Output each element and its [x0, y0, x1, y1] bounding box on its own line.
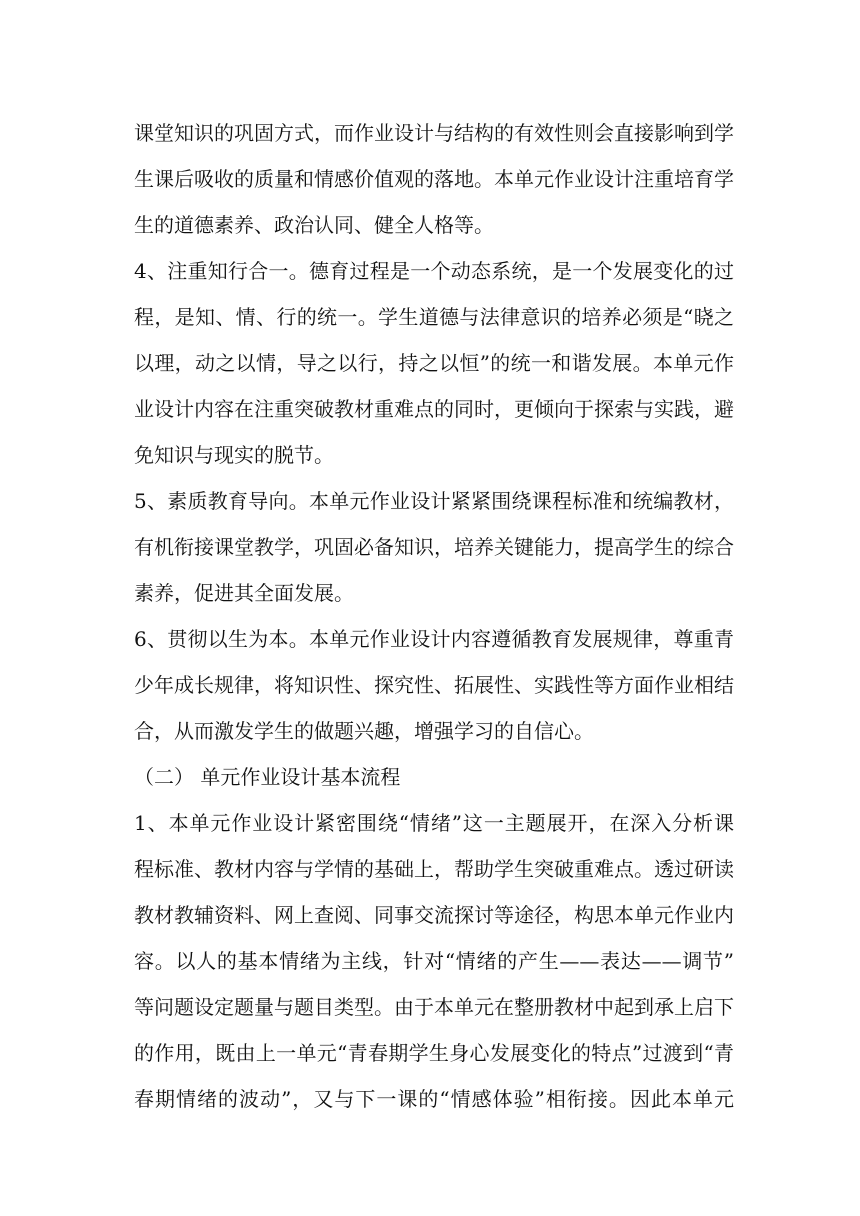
text-line: 有机衔接课堂教学，巩固必备知识，培养关键能力，提高学生的综合	[134, 535, 734, 559]
text-line: 免知识与现实的脱节。	[134, 443, 334, 467]
text-line: 生课后吸收的质量和情感价值观的落地。本单元作业设计注重培育学	[134, 167, 734, 191]
text-line: 5、素质教育导向。本单元作业设计紧紧围绕课程标准和统编教材，	[134, 489, 734, 513]
text-line: 少年成长规律，将知识性、探究性、拓展性、实践性等方面作业相结	[134, 673, 734, 697]
text-line: 春期情绪的波动”，又与下一课的“情感体验”相衔接。因此本单元	[134, 1087, 734, 1111]
text-line: 程，是知、情、行的统一。学生道德与法律意识的培养必须是“晓之	[134, 305, 734, 329]
text-line: 课堂知识的巩固方式，而作业设计与结构的有效性则会直接影响到学	[134, 121, 734, 145]
text-line: 业设计内容在注重突破教材重难点的同时，更倾向于探索与实践，避	[134, 397, 734, 421]
text-line: 合，从而激发学生的做题兴趣，增强学习的自信心。	[134, 719, 594, 743]
text-line: 教材教辅资料、网上查阅、同事交流探讨等途径，构思本单元作业内	[134, 903, 734, 927]
text-line: 的作用，既由上一单元“青春期学生身心发展变化的特点”过渡到“青	[134, 1041, 734, 1065]
text-line: 生的道德素养、政治认同、健全人格等。	[134, 213, 494, 237]
text-line: 等问题设定题量与题目类型。由于本单元在整册教材中起到承上启下	[134, 995, 734, 1019]
text-line: 素养，促进其全面发展。	[134, 581, 354, 605]
text-line: 以理，动之以情，导之以行，持之以恒”的统一和谐发展。本单元作	[134, 351, 734, 375]
text-line: 容。以人的基本情绪为主线，针对“情绪的产生——表达——调节”	[134, 949, 734, 973]
section-heading: （二） 单元作业设计基本流程	[134, 765, 401, 789]
document-body	[134, 110, 734, 1122]
text-line: 4、注重知行合一。德育过程是一个动态系统，是一个发展变化的过	[134, 259, 734, 283]
text-line: 1、本单元作业设计紧密围绕“情绪”这一主题展开，在深入分析课	[134, 811, 734, 835]
text-line: 6、贯彻以生为本。本单元作业设计内容遵循教育发展规律，尊重青	[134, 627, 734, 651]
text-line: 程标准、教材内容与学情的基础上，帮助学生突破重难点。透过研读	[134, 857, 734, 881]
